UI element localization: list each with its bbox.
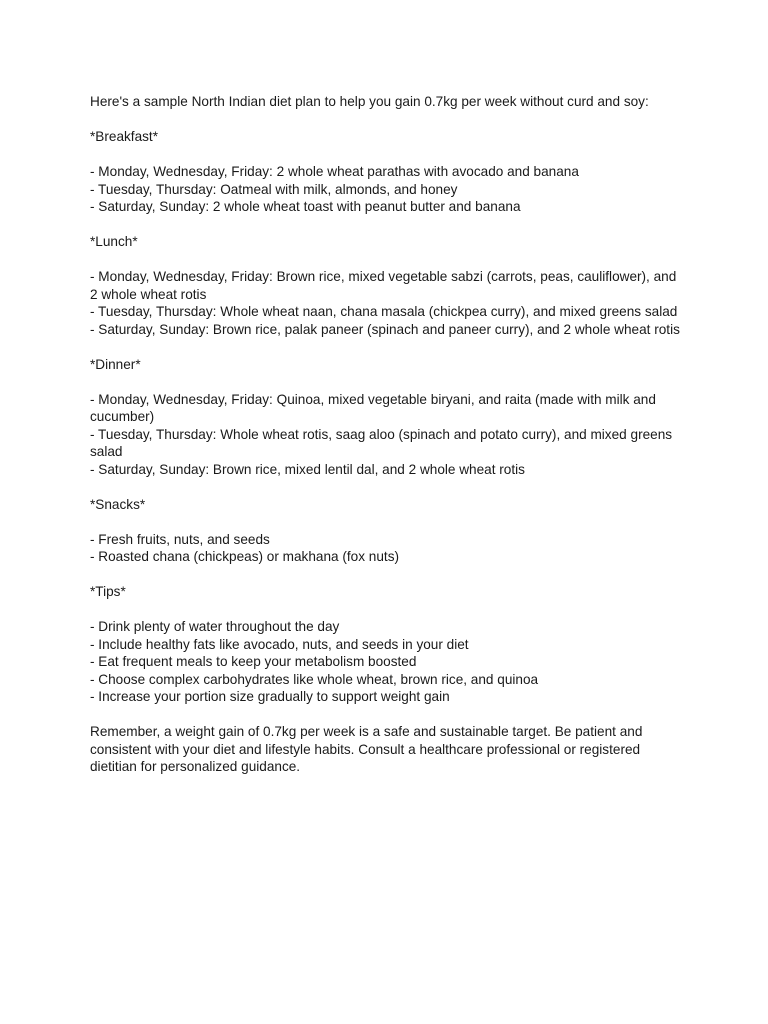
lunch-section <box>90 233 680 338</box>
list-item: - Drink plenty of water throughout the day <box>90 619 340 634</box>
list-item: - Fresh fruits, nuts, and seeds <box>90 531 270 547</box>
list-item: - Roasted chana (chickpeas) or makhana (fox nuts) <box>90 549 400 564</box>
snacks-heading: *Snacks* <box>90 496 146 512</box>
lunch-list <box>90 268 680 338</box>
intro-paragraph: Here's a sample North Indian diet plan to help you gain 0.7kg per week without curd and soy: <box>90 94 649 109</box>
list-item: - Saturday, Sunday: 2 whole wheat toast with peanut butter and banana <box>90 199 521 214</box>
list-item: - Tuesday, Thursday: Whole wheat rotis, saag aloo (spinach and potato curry), and mixed greens salad <box>90 426 673 459</box>
tips-list <box>90 618 680 706</box>
closing-paragraph: Remember, a weight gain of 0.7kg per week is a safe and sustainable target. Be patient and consistent with your diet and lifestyle habits. Consult a healthcare professional or registered dietitian for personalized guidance. <box>90 724 643 774</box>
tips-section <box>90 583 680 706</box>
list-item: - Saturday, Sunday: Brown rice, palak paneer (spinach and paneer curry), and 2 whole wheat rotis <box>90 321 680 337</box>
document-body <box>90 93 680 793</box>
breakfast-list <box>90 163 680 216</box>
list-item: - Eat frequent meals to keep your metabolism boosted <box>90 654 417 669</box>
dinner-section <box>90 356 680 479</box>
snacks-section <box>90 496 680 566</box>
breakfast-section <box>90 128 680 216</box>
snacks-list <box>90 531 680 566</box>
list-item: - Monday, Wednesday, Friday: Brown rice, mixed vegetable sabzi (carrots, peas, cauliflower), and 2 whole wheat rotis <box>90 269 677 302</box>
breakfast-heading: *Breakfast* <box>90 129 159 144</box>
list-item: - Saturday, Sunday: Brown rice, mixed lentil dal, and 2 whole wheat rotis <box>90 461 525 477</box>
list-item: - Tuesday, Thursday: Oatmeal with milk, almonds, and honey <box>90 181 458 197</box>
list-item: - Monday, Wednesday, Friday: 2 whole wheat parathas with avocado and banana <box>90 164 579 179</box>
list-item: - Include healthy fats like avocado, nuts, and seeds in your diet <box>90 636 469 652</box>
list-item: - Tuesday, Thursday: Whole wheat naan, chana masala (chickpea curry), and mixed greens salad <box>90 304 678 319</box>
tips-heading: *Tips* <box>90 584 126 599</box>
list-item: - Monday, Wednesday, Friday: Quinoa, mixed vegetable biryani, and raita (made with milk and cucumber) <box>90 391 656 424</box>
lunch-heading: *Lunch* <box>90 234 138 249</box>
dinner-heading: *Dinner* <box>90 356 141 372</box>
list-item: - Increase your portion size gradually to support weight gain <box>90 689 450 704</box>
dinner-list <box>90 391 680 479</box>
list-item: - Choose complex carbohydrates like whole wheat, brown rice, and quinoa <box>90 671 539 687</box>
